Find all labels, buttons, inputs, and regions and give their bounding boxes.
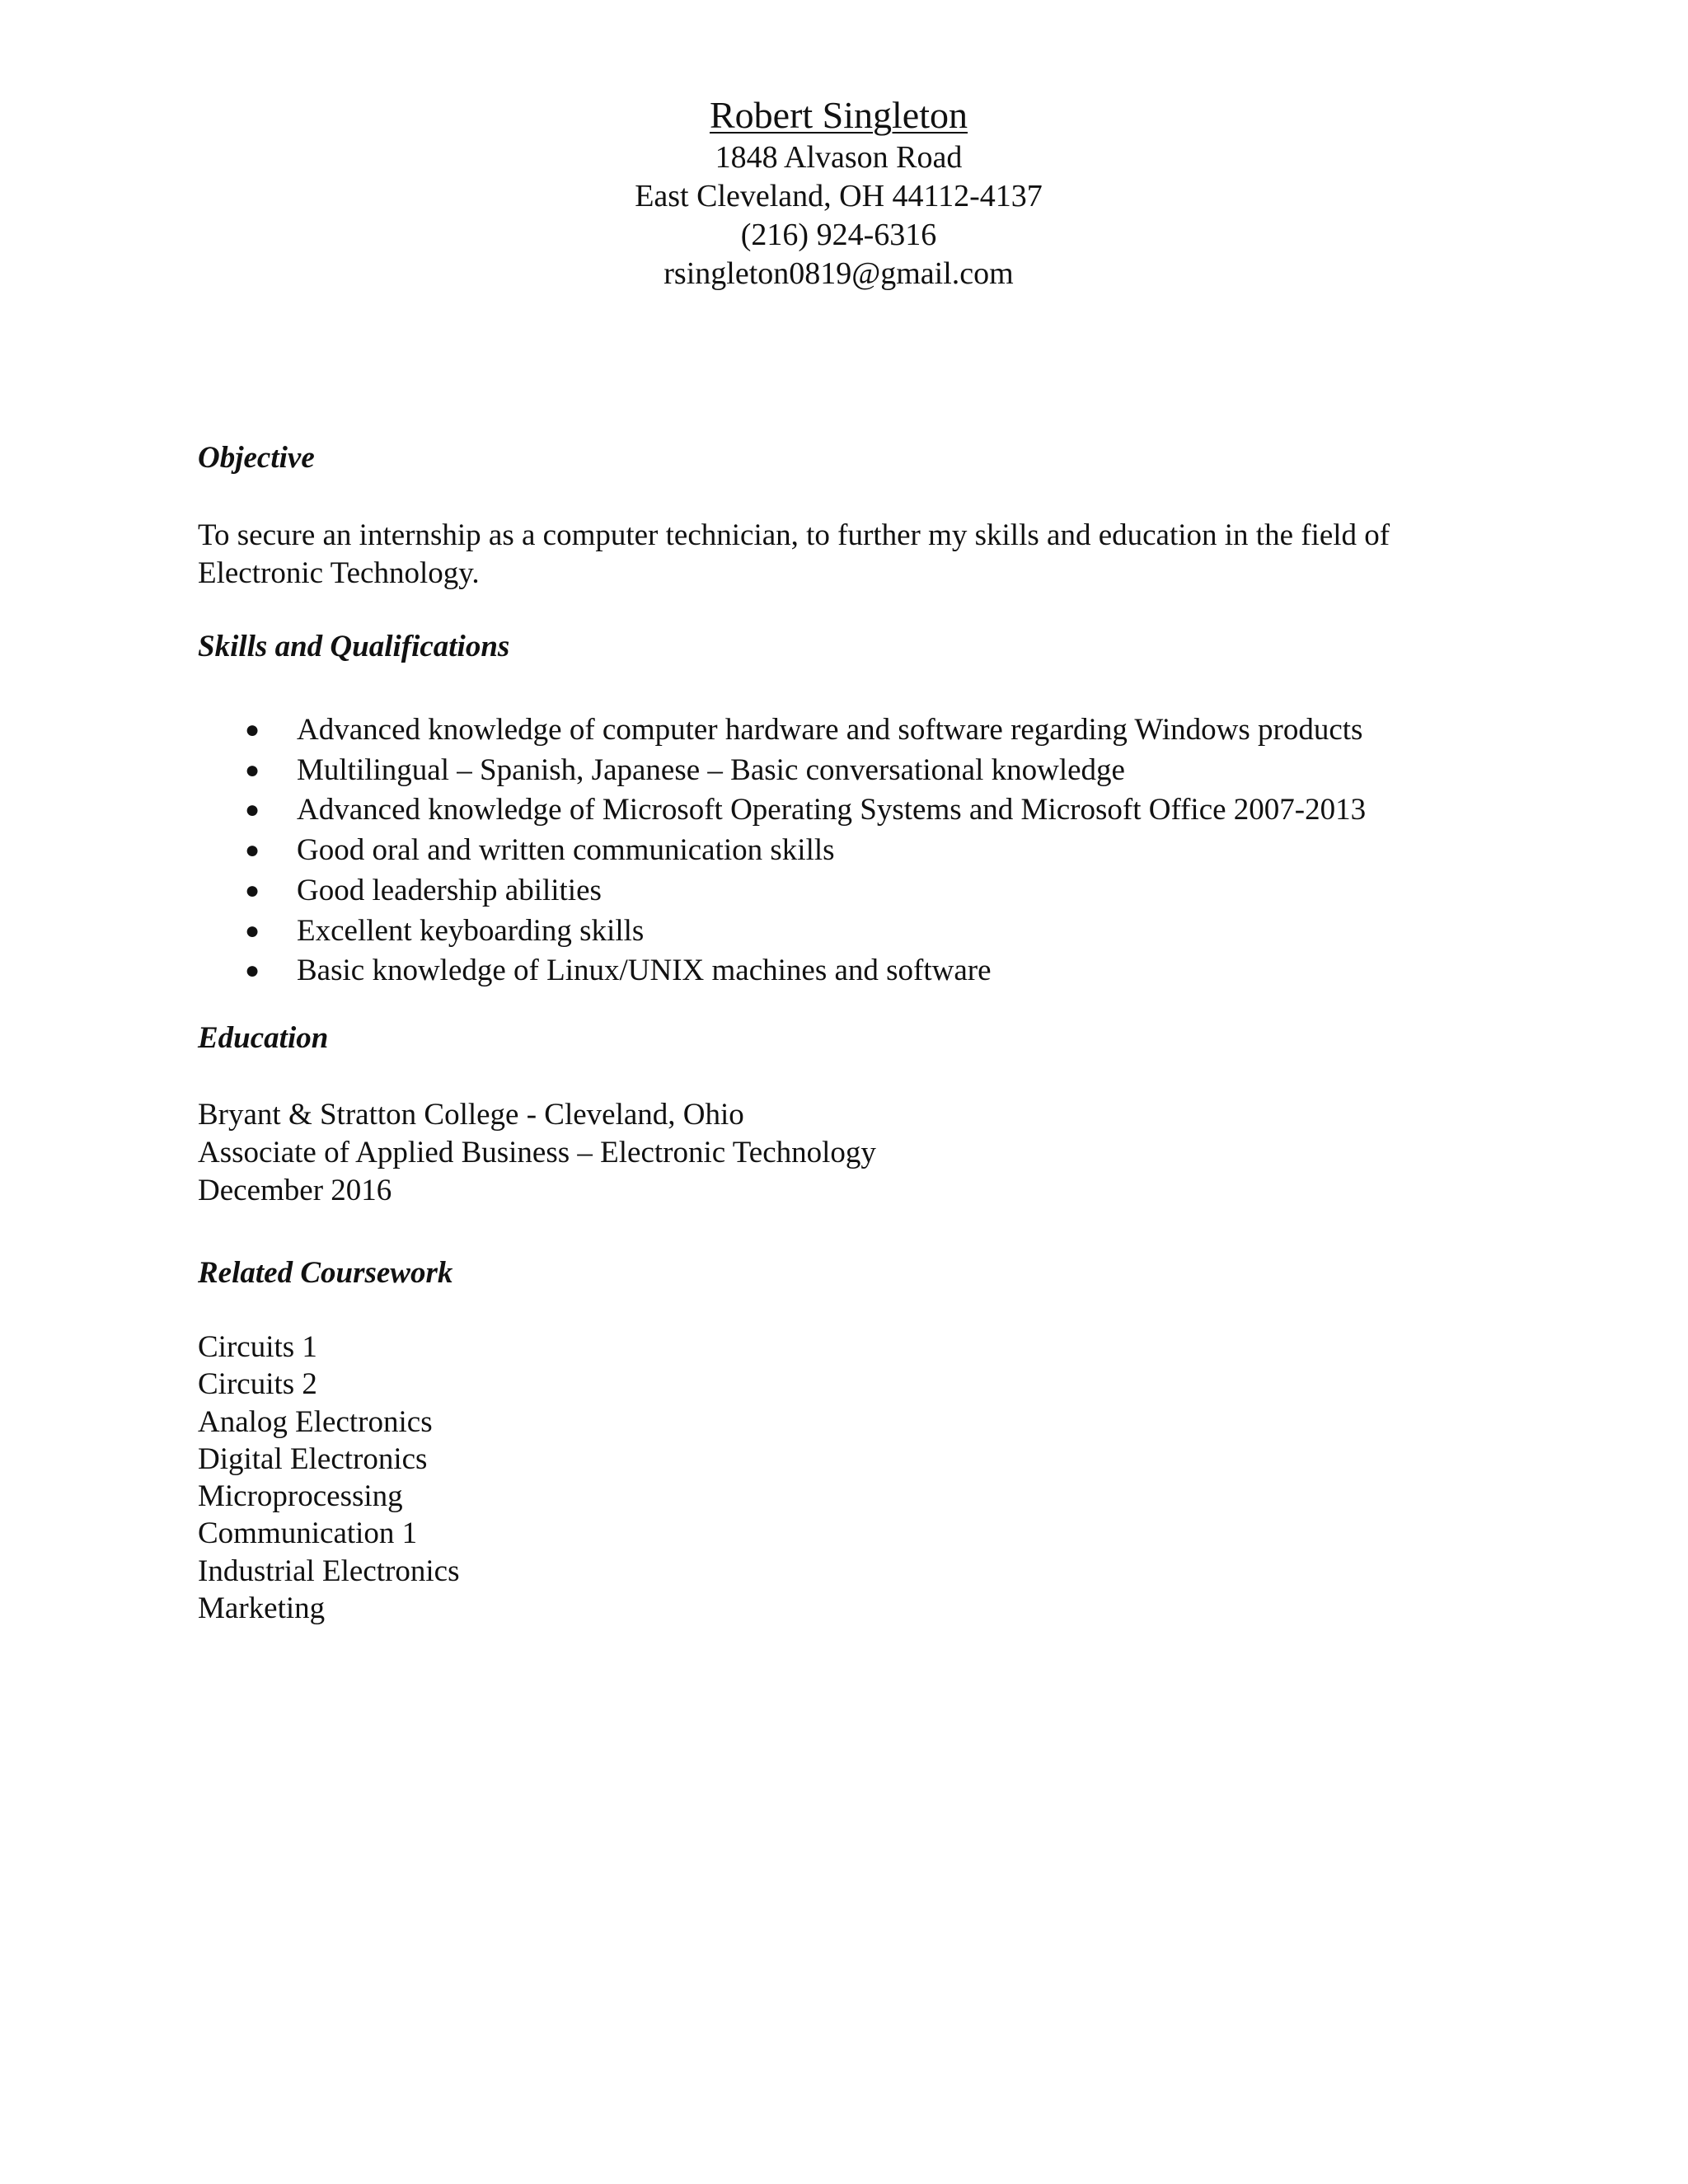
school-name: Bryant & Stratton College - Cleveland, Ohio <box>198 1098 744 1132</box>
skills-heading: Skills and Qualifications <box>198 630 510 663</box>
coursework-heading: Related Coursework <box>198 1256 453 1290</box>
list-item <box>198 831 1366 871</box>
bullet-icon: ● <box>245 916 260 944</box>
skill-text: Good leadership abilities <box>297 873 602 907</box>
bullet-icon: ● <box>245 716 260 743</box>
skill-text: Advanced knowledge of computer hardware and software regarding Windows products <box>297 713 1363 747</box>
bullet-icon: ● <box>245 876 260 904</box>
skill-text: Advanced knowledge of Microsoft Operating Systems and Microsoft Office 2007-2013 <box>297 793 1367 827</box>
objective-heading: Objective <box>198 441 315 475</box>
list-item: Analog Electronics <box>198 1404 433 1439</box>
list-item <box>198 871 1366 912</box>
list-item: Circuits 1 <box>198 1330 317 1364</box>
degree-name: Associate of Applied Business – Electronic Technology <box>198 1136 876 1169</box>
bullet-icon: ● <box>245 837 260 865</box>
list-item: Circuits 2 <box>198 1367 317 1402</box>
coursework-list <box>198 1329 459 1627</box>
skill-text: Excellent keyboarding skills <box>297 913 645 948</box>
list-item <box>198 790 1366 831</box>
bullet-icon: ● <box>245 796 260 824</box>
applicant-name: Robert Singleton <box>709 94 968 136</box>
skill-text: Multilingual – Spanish, Japanese – Basic conversational knowledge <box>297 752 1125 787</box>
bullet-icon: ● <box>245 957 260 985</box>
list-item: Communication 1 <box>198 1516 418 1551</box>
skills-list <box>198 710 1366 991</box>
list-item <box>198 912 1366 952</box>
list-item: Digital Electronics <box>198 1441 428 1476</box>
phone-number: (216) 924-6316 <box>740 218 937 252</box>
objective-text: To secure an internship as a computer technician, to further my skills and education in the field of Electronic Technology. <box>198 518 1390 590</box>
education-block <box>198 1096 876 1210</box>
resume-header <box>0 92 1677 293</box>
list-item: Microprocessing <box>198 1479 403 1514</box>
list-item: Industrial Electronics <box>198 1554 460 1588</box>
list-item <box>198 951 1366 991</box>
list-item: Marketing <box>198 1591 326 1626</box>
education-heading: Education <box>198 1021 329 1055</box>
bullet-icon: ● <box>245 756 260 784</box>
skill-text: Basic knowledge of Linux/UNIX machines and software <box>297 954 992 988</box>
address-line-2: East Cleveland, OH 44112-4137 <box>635 179 1043 213</box>
skill-text: Good oral and written communication skills <box>297 833 835 868</box>
list-item <box>198 751 1366 791</box>
email-address: rsingleton0819@gmail.com <box>663 256 1014 291</box>
graduation-date: December 2016 <box>198 1174 392 1207</box>
list-item <box>198 710 1366 751</box>
address-line-1: 1848 Alvason Road <box>715 140 963 175</box>
